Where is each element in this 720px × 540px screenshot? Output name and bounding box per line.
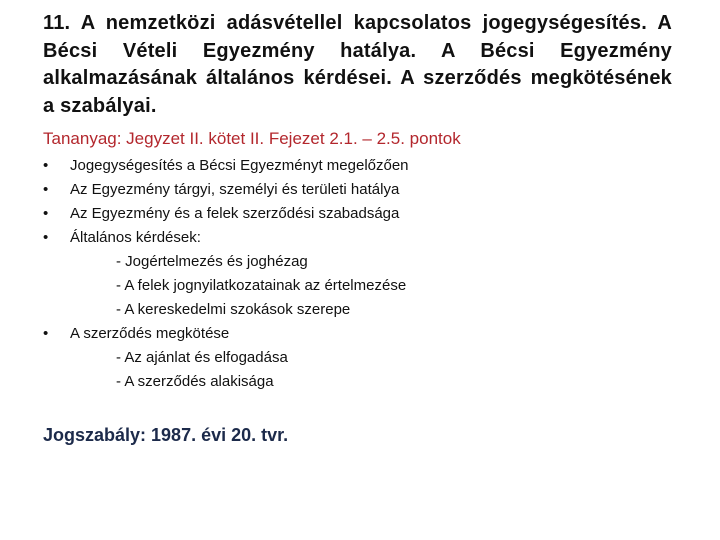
sub-list-item [43,346,683,370]
sub-list-item [43,274,683,298]
sub-list-item [43,370,683,394]
list-item [43,322,683,346]
list-item [43,226,683,250]
law-reference: Jogszabály: 1987. évi 20. tvr. [43,425,289,445]
list-item-text: Az Egyezmény tárgyi, személyi és területi hatálya [70,181,400,198]
list-item [43,202,683,226]
bullet-icon: • [43,157,49,174]
bullet-icon: • [43,325,49,342]
list-item-text: Az Egyezmény és a felek szerződési szabadsága [70,205,400,222]
bullet-icon: • [43,229,49,246]
sub-list-item [43,298,683,322]
list-item-text: Jogegységesítés a Bécsi Egyezményt megelőzően [70,157,409,174]
sub-list-item-text: - A szerződés alakisága [116,373,274,390]
sub-list-item-text: - Jogértelmezés és joghézag [116,253,308,270]
list-item [43,154,683,178]
course-material-reference: Tananyag: Jegyzet II. kötet II. Fejezet 2.1. – 2.5. pontok [43,129,461,148]
sub-list-item [43,250,683,274]
sub-list-item-text: - A felek jognyilatkozatainak az értelmezése [116,277,407,294]
list-item-text: Általános kérdések: [70,229,201,246]
sub-list-item-text: - A kereskedelmi szokások szerepe [116,301,351,318]
sub-list-item-text: - Az ajánlat és elfogadása [116,349,288,366]
slide-title: 11. A nemzetközi adásvétellel kapcsolatos jogegységesítés. A Bécsi Vételi Egyezmény hatálya. A Bécsi Egyezmény alkalmazásának általános kérdései. A szerződés megkötésének a szabályai. [43,12,672,117]
bullet-icon: • [43,205,49,222]
bullet-icon: • [43,181,49,198]
list-item-text: A szerződés megkötése [70,325,230,342]
list-item [43,178,683,202]
topic-list [43,154,683,394]
